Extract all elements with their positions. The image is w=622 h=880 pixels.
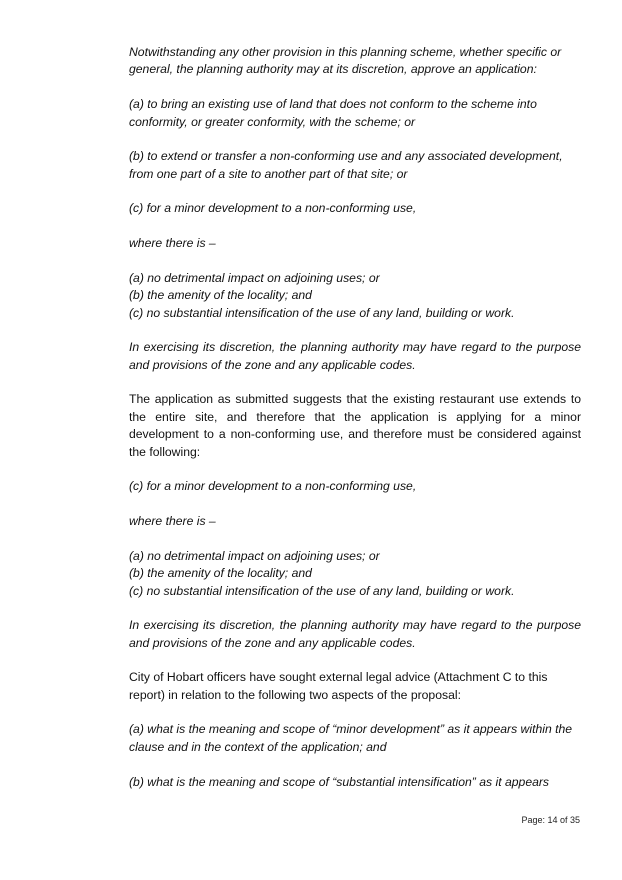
application-paragraph: The application as submitted suggests that the existing restaurant use extends to the entire site, and therefore that the application is applying for a minor development to a non-conforming use, and therefore must be considered against the following: (129, 392, 581, 459)
clause-item-a: (a) to bring an existing use of land that does not conform to the scheme into conformity, or greater conformity, with the scheme; or (129, 97, 537, 129)
list-item: (b) the amenity of the locality; and (129, 566, 312, 581)
document-body (129, 44, 581, 808)
clause-item-c-repeat: (c) for a minor development to a non-conforming use, (129, 479, 417, 494)
aspect-a: (a) what is the meaning and scope of “minor development” as it appears within the clause and in the context of the application; and (129, 722, 573, 754)
where-there-is: where there is – (129, 236, 216, 251)
list-item: (c) no substantial intensification of the use of any land, building or work. (129, 305, 515, 320)
criteria-list (129, 270, 581, 322)
aspect-b: (b) what is the meaning and scope of “substantial intensification” as it appears (129, 774, 550, 789)
criteria-list-repeat (129, 548, 581, 600)
list-item: (b) the amenity of the locality; and (129, 288, 312, 303)
discretion-paragraph: In exercising its discretion, the planning authority may have regard to the purpose and provisions of the zone and any applicable codes. (129, 340, 581, 372)
clause-intro: Notwithstanding any other provision in this planning scheme, whether specific or general, the planning authority may at its discretion, approve an application: (129, 45, 562, 77)
clause-item-c: (c) for a minor development to a non-conforming use, (129, 201, 417, 216)
discretion-paragraph-repeat: In exercising its discretion, the planning authority may have regard to the purpose and provisions of the zone and any applicable codes. (129, 618, 581, 650)
page-number: Page: 14 of 35 (521, 815, 580, 825)
clause-item-b: (b) to extend or transfer a non-conforming use and any associated development, from one part of a site to another part of that site; or (129, 149, 563, 181)
list-item: (a) no detrimental impact on adjoining uses; or (129, 548, 380, 563)
legal-advice-paragraph: City of Hobart officers have sought external legal advice (Attachment C to this report) in relation to the following two aspects of the proposal: (129, 670, 548, 702)
list-item: (a) no detrimental impact on adjoining uses; or (129, 270, 380, 285)
list-item: (c) no substantial intensification of the use of any land, building or work. (129, 583, 515, 598)
where-there-is-repeat: where there is – (129, 513, 216, 528)
